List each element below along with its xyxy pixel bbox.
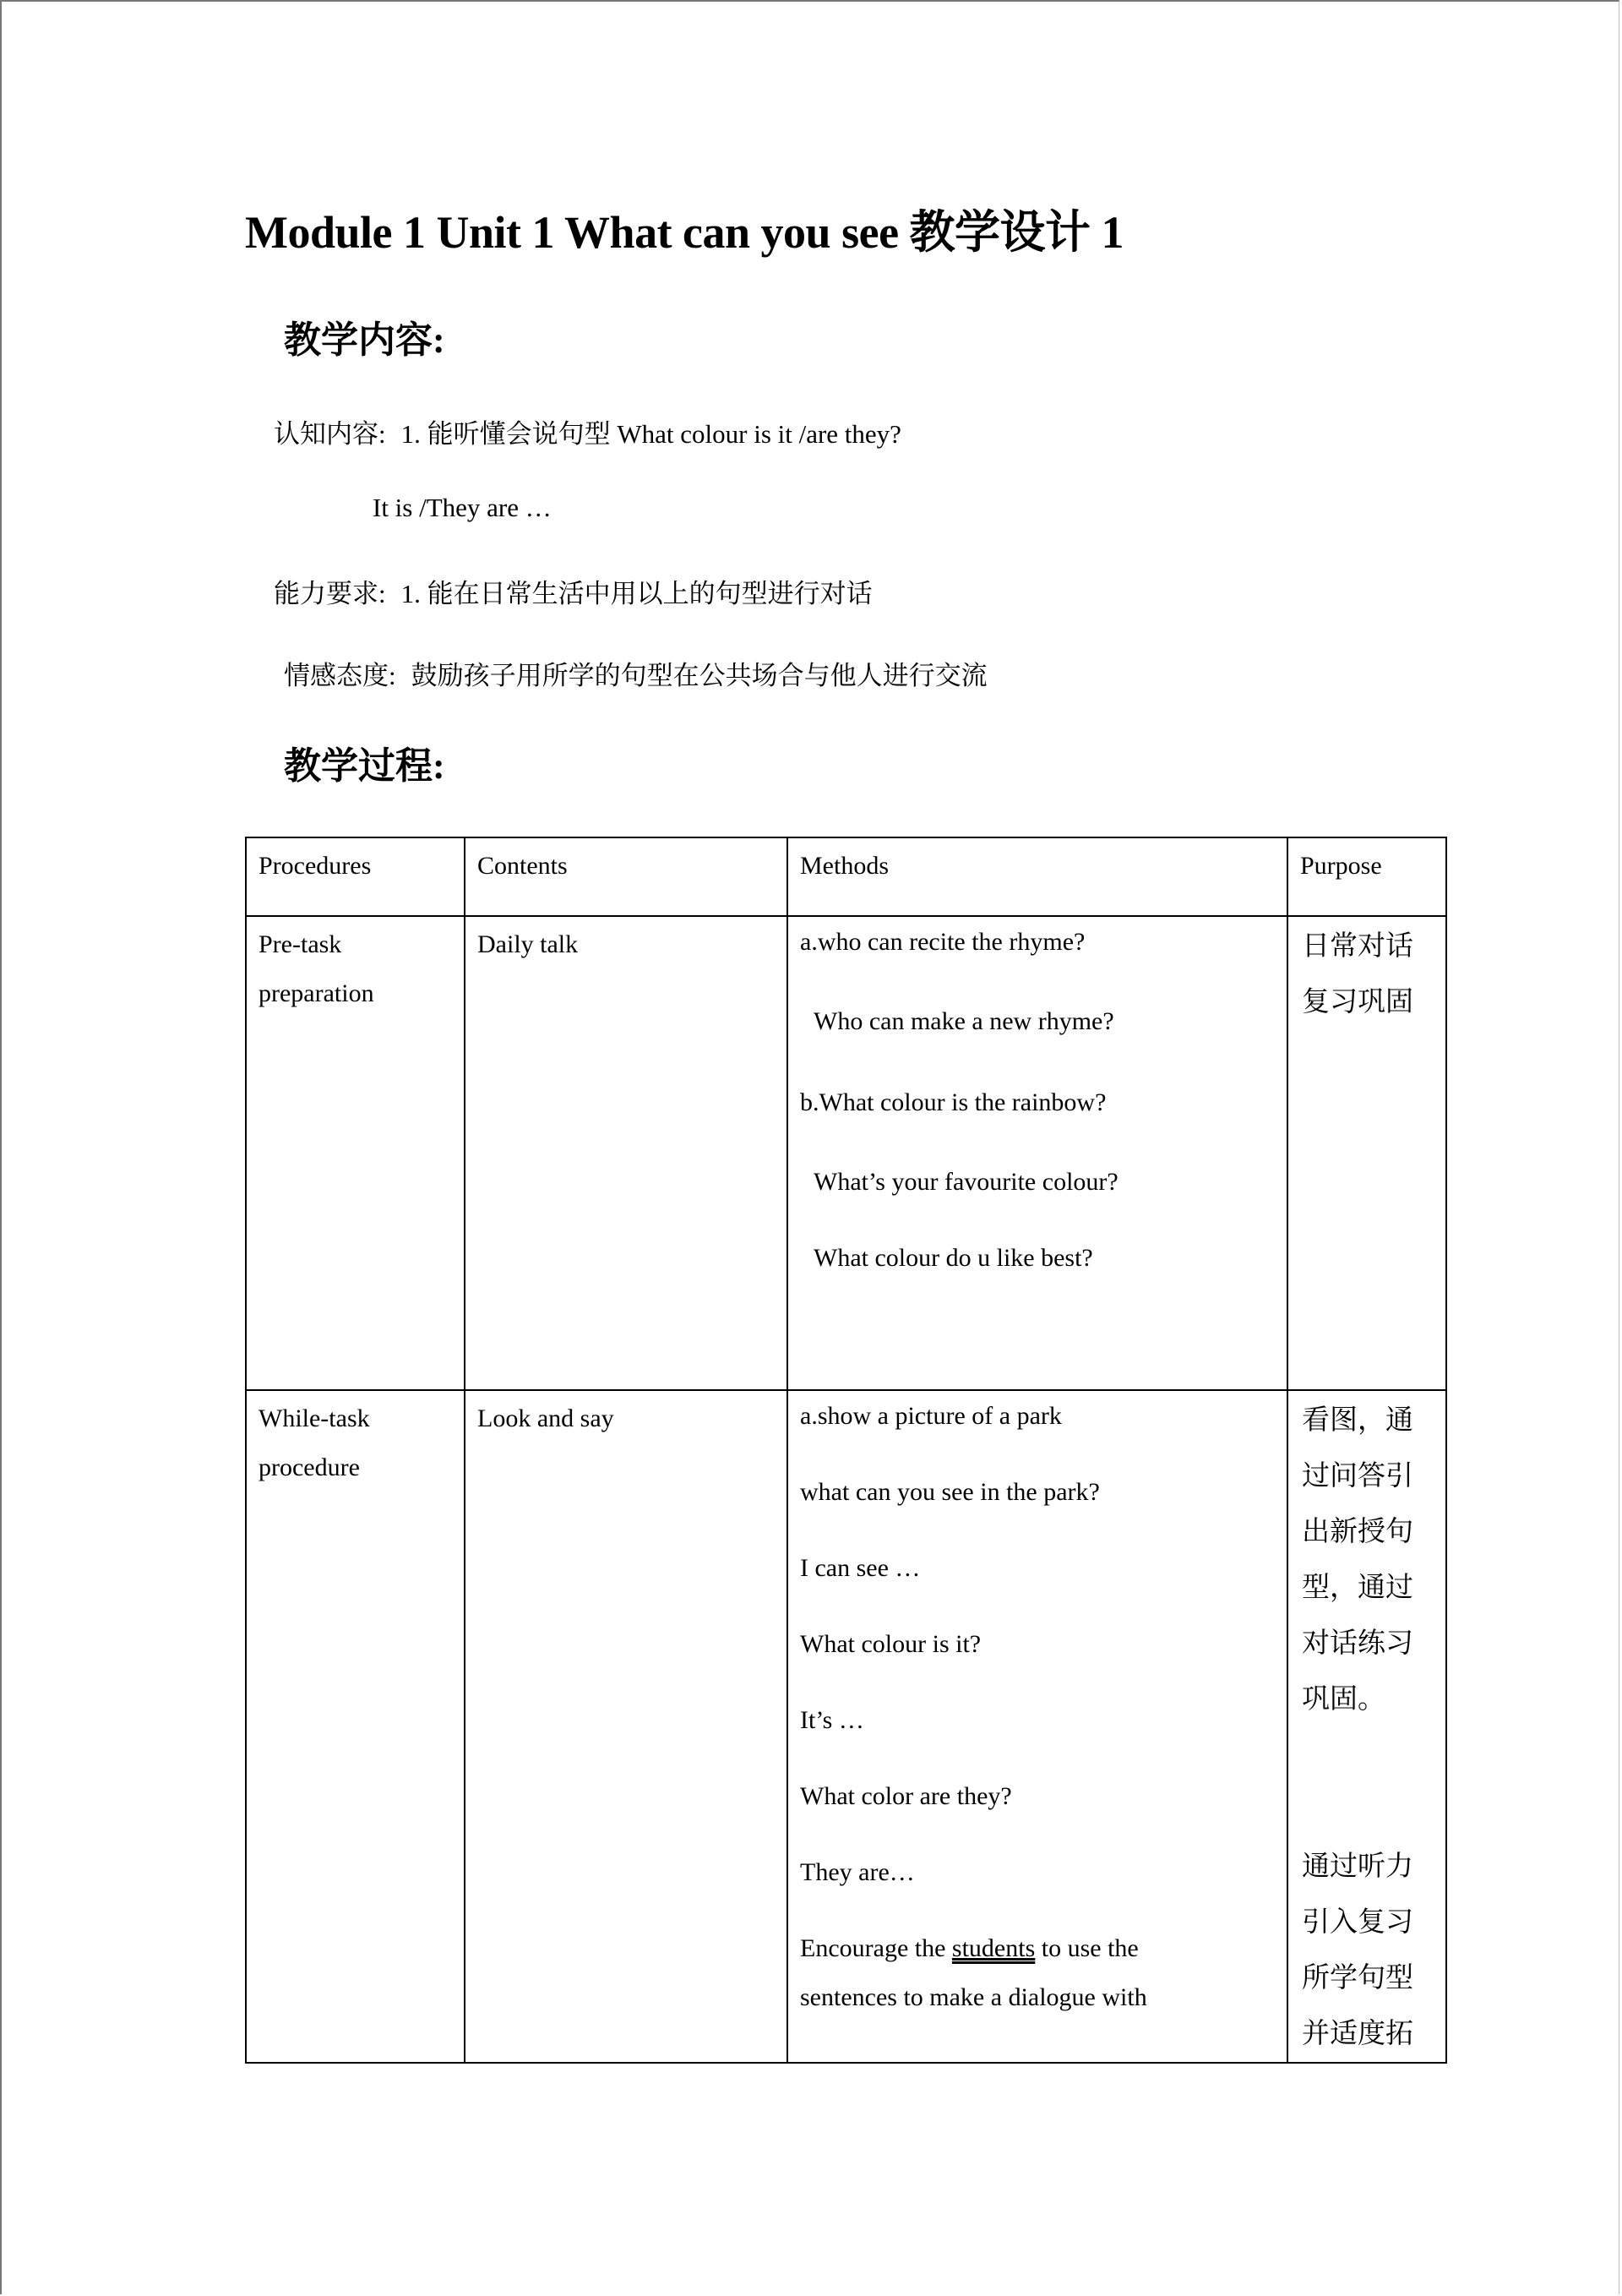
purpose-line: 型，通过 (1302, 1573, 1413, 1603)
document-title: Module 1 Unit 1 What can you see 教学设计 1 (245, 207, 1124, 258)
procedure-line: preparation (259, 979, 374, 1007)
method-text: Encourage the (800, 1934, 952, 1962)
method-line (800, 1935, 1275, 1962)
ability-label: 能力要求: (274, 579, 386, 608)
purpose-line: 引入复习 (1302, 1907, 1413, 1938)
method-line: What’s your favourite colour? (814, 1168, 1119, 1196)
header-cell: Purpose (1287, 837, 1446, 916)
cognitive-text: 1. 能听懂会说句型 What colour is it /are they? (400, 419, 901, 449)
cognitive-label: 认知内容: (274, 419, 386, 449)
header-cell: Procedures (246, 837, 465, 916)
methods-cell (787, 916, 1287, 1390)
methods-cell (787, 1390, 1287, 2063)
process-heading: 教学过程: (284, 745, 445, 787)
method-line: sentences to make a dialogue with (800, 1983, 1147, 2011)
purpose-line: 看图，通 (1302, 1405, 1413, 1436)
procedure-line: Pre-task (259, 930, 342, 958)
purpose-line: 所学句型 (1302, 1963, 1413, 1993)
content-cell: Daily talk (465, 916, 787, 1390)
header-cell: Methods (787, 837, 1287, 916)
method-line: What colour do u like best? (814, 1244, 1093, 1272)
purpose-line: 并适度拓 (1302, 2019, 1413, 2049)
purpose-line: 巩固。 (1302, 1684, 1385, 1715)
procedure-line: procedure (259, 1453, 360, 1481)
emotion-line (284, 654, 988, 692)
purpose-line (1302, 1727, 1437, 1783)
method-line: I can see … (800, 1554, 921, 1582)
content-cell: Look and say (465, 1390, 787, 2063)
cognitive-line (274, 412, 901, 450)
purpose-line: 复习巩固 (1302, 987, 1413, 1017)
purpose-line: 日常对话 (1302, 931, 1413, 962)
content-heading: 教学内容: (284, 319, 445, 361)
method-line: They are… (800, 1858, 915, 1886)
method-line: what can you see in the park? (800, 1478, 1100, 1506)
emotion-label: 情感态度: (284, 661, 396, 690)
method-line: b.What colour is the rainbow? (800, 1088, 1107, 1116)
purpose-cell (1287, 916, 1446, 1390)
purpose-line: 过问答引 (1302, 1461, 1413, 1492)
table-header-row (246, 837, 1446, 916)
table-row (246, 916, 1446, 1390)
method-underlined-word: students (951, 1934, 1036, 1962)
procedure-cell (246, 916, 465, 1390)
method-text: to use the (1035, 1934, 1139, 1962)
ability-line (274, 572, 873, 610)
procedure-line: While-task (259, 1404, 370, 1432)
table-row (246, 1390, 1446, 2063)
purpose-line (1302, 1783, 1437, 1839)
purpose-line: 出新授句 (1302, 1517, 1413, 1547)
cognitive-continuation: It is /They are … (373, 493, 552, 522)
method-line: It’s … (800, 1706, 864, 1734)
method-line: Who can make a new rhyme? (814, 1007, 1114, 1035)
header-cell: Contents (465, 837, 787, 916)
procedure-cell (246, 1390, 465, 2063)
emotion-text: 鼓励孩子用所学的句型在公共场合与他人进行交流 (411, 661, 988, 690)
purpose-cell (1287, 1390, 1446, 2063)
purpose-line: 通过听力 (1302, 1852, 1413, 1882)
method-line: What color are they? (800, 1782, 1012, 1810)
method-line: a.who can recite the rhyme? (800, 928, 1086, 956)
method-line: What colour is it? (800, 1630, 982, 1658)
procedure-table (245, 837, 1447, 2064)
ability-text: 1. 能在日常生活中用以上的句型进行对话 (400, 579, 873, 608)
method-line: a.show a picture of a park (800, 1402, 1062, 1430)
purpose-line: 对话练习 (1302, 1628, 1413, 1659)
